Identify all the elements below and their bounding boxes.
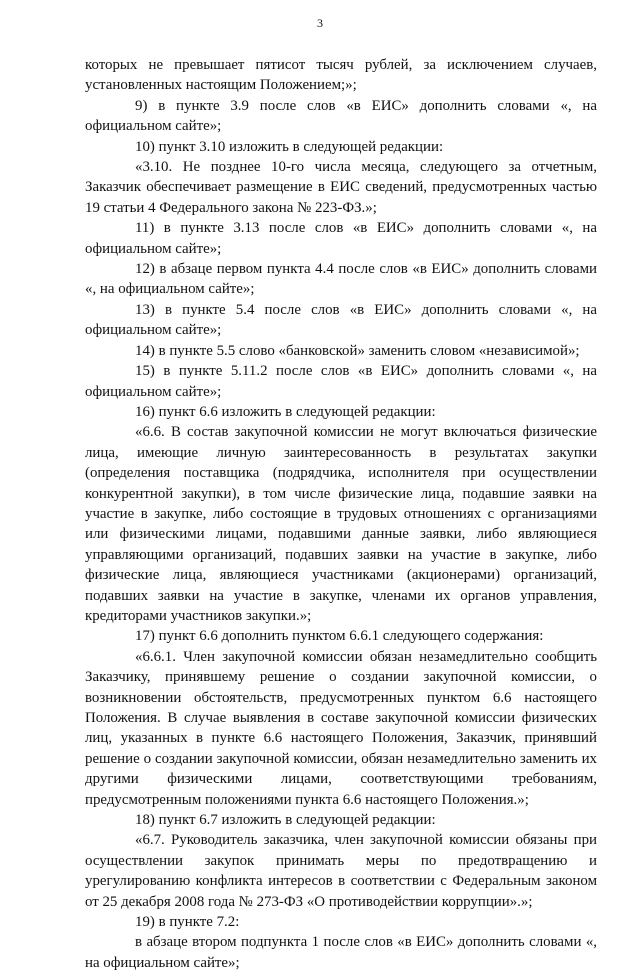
amendment-item-13: 13) в пункте 5.4 после слов «в ЕИС» дополнить словами «, на официальном сайте»;: [85, 301, 597, 339]
amendment-item-15: 15) в пункте 5.11.2 после слов «в ЕИС» дополнить словами «, на официальном сайте»;: [85, 363, 597, 400]
amendment-item-17: 17) пункт 6.6 дополнить пунктом 6.6.1 следующего содержания:: [135, 628, 544, 645]
amendment-text-6-7: «6.7. Руководитель заказчика, член закупочной комиссии обязаны при осуществлении закупок принимать меры по предотвращению и урегулированию конфликта интересов в соответствии с Федеральным законом от 25 декабря 2008 года № 273-ФЗ «О противодействии коррупции».»;: [85, 832, 597, 910]
amendment-item-9: 9) в пункте 3.9 после слов «в ЕИС» дополнить словами «, на официальном сайте»;: [85, 97, 597, 135]
amendment-item-11: 11) в пункте 3.13 после слов «в ЕИС» дополнить словами «, на официальном сайте»;: [85, 220, 597, 257]
document-body: [85, 55, 597, 973]
amendment-text-6-6-1: «6.6.1. Член закупочной комиссии обязан незамедлительно сообщить Заказчику, принявшему решение о создании закупочной комиссии, о возникновении обстоятельств, предусмотренных пунктом 6.6 настоящего Положения. В случае выявления в составе закупочной комиссии физических лиц, указанных в пункте 6.6 настоящего Положения, Заказчик, принявший решение о создании закупочной комиссии, обязан незамедлительно заменить их другими физическими лицами, соответствующими требованиям, предусмотренным положениями пункта 6.6 настоящего Положения.»;: [85, 648, 597, 808]
amendment-text-6-6: «6.6. В состав закупочной комиссии не могут включаться физические лица, имеющие личную заинтересованность в результатах закупки (определения поставщика (подрядчика, исполнителя при осуществлении конкурентной закупки), в том числе физические лица, подавшие заявки на участие в закупке, либо состоящие в трудовых отношениях с организациями или физическими лицами, подавшими данные заявки, либо являющиеся управляющими организаций, подавших заявки на участие в закупке, либо физические лица, являющиеся участниками (акционерами) организаций, подавших заявки на участие в закупке, членами их органов управления, кредиторами участников закупки.»;: [85, 424, 597, 624]
amendment-item-18: 18) пункт 6.7 изложить в следующей редакции:: [135, 812, 436, 829]
page-number: 3: [317, 16, 323, 30]
amendment-item-10: 10) пункт 3.10 изложить в следующей редакции:: [135, 138, 444, 155]
amendment-text-3-10: «3.10. Не позднее 10-го числа месяца, следующего за отчетным, Заказчик обеспечивает размещение в ЕИС сведений, предусмотренных частью 19 статьи 4 Федерального закона № 223-ФЗ.»;: [85, 159, 597, 216]
amendment-item-12: 12) в абзаце первом пункта 4.4 после слов «в ЕИС» дополнить словами «, на официальном сайте»;: [85, 261, 597, 298]
amendment-item-14: 14) в пункте 5.5 слово «банковской» заменить словом «независимой»;: [135, 342, 580, 359]
paragraph-continuation: которых не превышает пятисот тысяч рублей, за исключением случаев, установленных настоящим Положением;»;: [85, 57, 597, 94]
amendment-subitem-7-2: в абзаце втором подпункта 1 после слов «в ЕИС» дополнить словами «, на официальном сайте»;: [85, 934, 597, 971]
amendment-item-16: 16) пункт 6.6 изложить в следующей редакции:: [135, 403, 436, 420]
amendment-item-19: 19) в пункте 7.2:: [135, 914, 240, 931]
